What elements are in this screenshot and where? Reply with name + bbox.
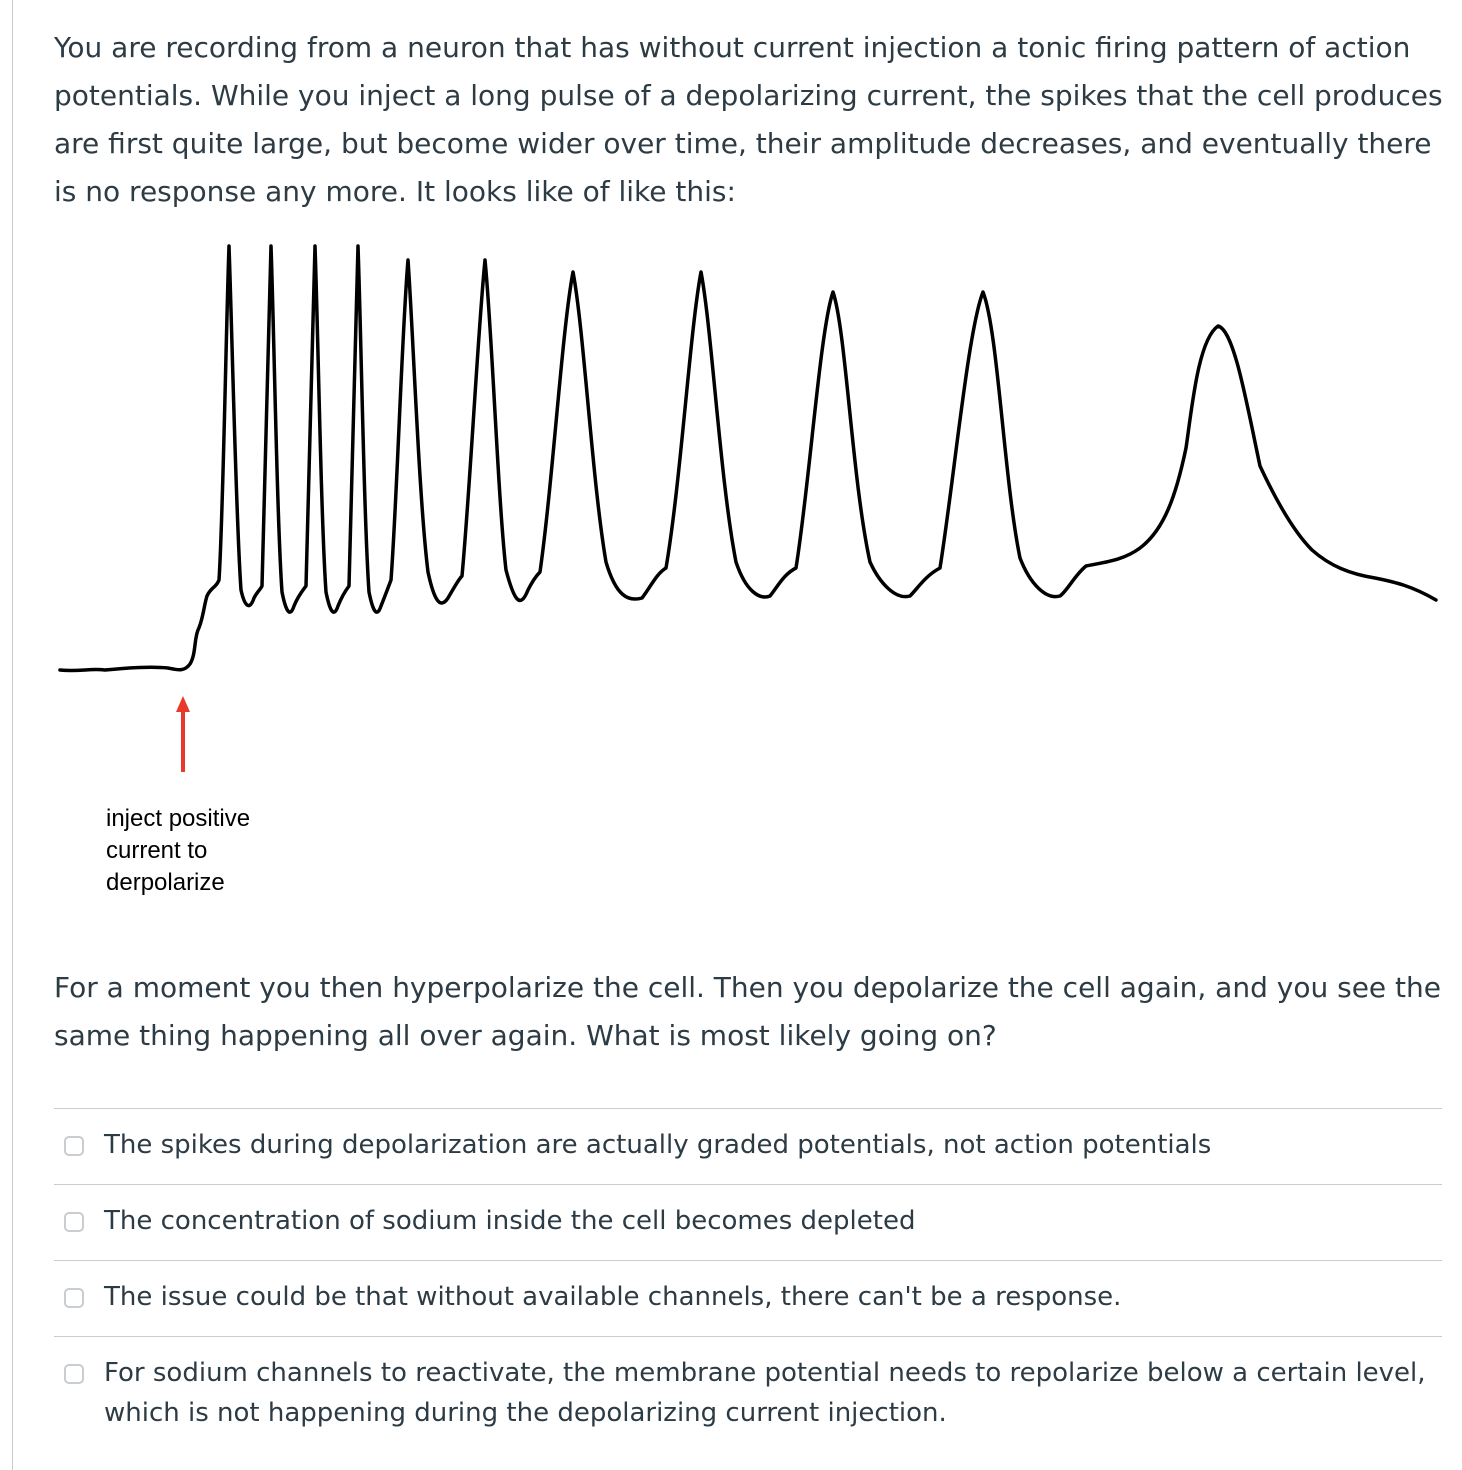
answer-label[interactable]: The concentration of sodium inside the cell becomes depleted xyxy=(104,1206,916,1236)
answer-label[interactable]: The spikes during depolarization are actually graded potentials, not action potentials xyxy=(104,1130,1212,1160)
answer-option-2[interactable] xyxy=(54,1185,1442,1261)
answer-checkbox[interactable] xyxy=(64,1212,84,1232)
answer-option-4[interactable] xyxy=(54,1337,1442,1457)
answer-option-3[interactable] xyxy=(54,1261,1442,1337)
answer-label[interactable]: For sodium channels to reactivate, the membrane potential needs to repolarize below a certain level, which is not happening during the depolarizing current injection. xyxy=(104,1358,1426,1428)
answer-option-1[interactable] xyxy=(54,1109,1442,1185)
voltage-trace xyxy=(60,246,1436,671)
answer-label[interactable]: The issue could be that without available channels, there can't be a response. xyxy=(104,1282,1122,1312)
inject-current-caption xyxy=(106,803,346,899)
answer-checkbox[interactable] xyxy=(64,1136,84,1156)
caption-line-1: inject positive xyxy=(106,805,251,832)
answer-checkbox[interactable] xyxy=(64,1364,84,1384)
caption-line-3: derpolarize xyxy=(106,869,225,896)
question-intro: You are recording from a neuron that has without current injection a tonic firing pattern of action potentials. While you inject a long pulse of a depolarizing current, the spikes that the cell produces are first quite large, but become wider over time, their amplitude decreases, and eventually there is no response any more. It looks like of like this: xyxy=(54,31,1443,208)
caption-line-2: current to xyxy=(106,837,208,864)
inject-current-arrow-head xyxy=(176,696,190,712)
answer-checkbox[interactable] xyxy=(64,1288,84,1308)
answer-list xyxy=(54,1108,1442,1457)
question-followup: For a moment you then hyperpolarize the cell. Then you depolarize the cell again, and you see the same thing happening all over again. What is most likely going on? xyxy=(54,971,1441,1052)
